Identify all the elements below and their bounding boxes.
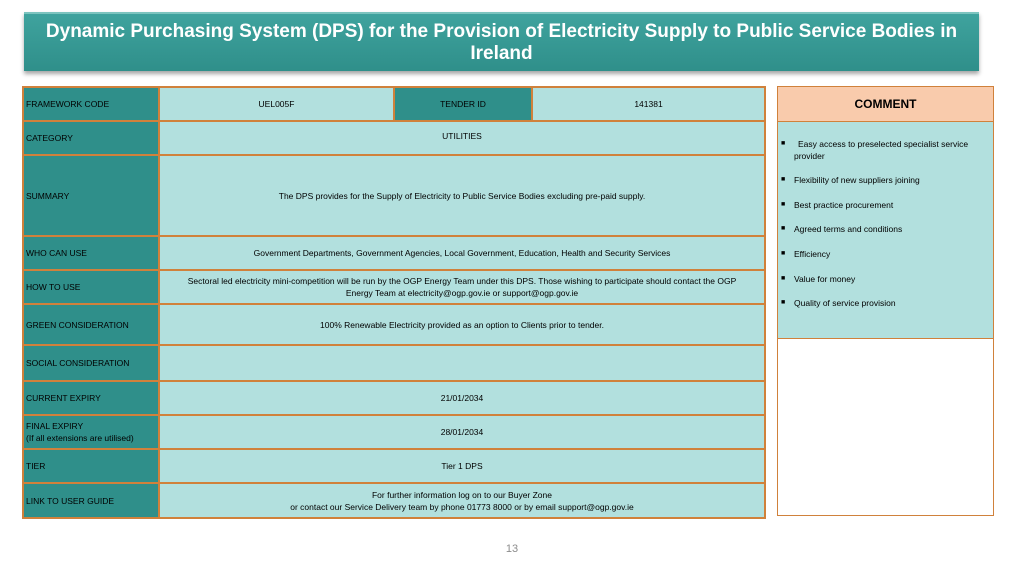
table-row-current-expiry bbox=[22, 380, 766, 416]
current-expiry-value: 21/01/2034 bbox=[158, 380, 766, 416]
how-to-use-value bbox=[158, 269, 766, 305]
user-guide-line-2: or contact our Service Delivery team by phone 01773 8000 or by email support@ogp.gov.ie bbox=[290, 501, 634, 512]
tier-label: TIER bbox=[22, 448, 160, 484]
comment-heading: COMMENT bbox=[777, 86, 994, 122]
comment-item-text: Agreed terms and conditions bbox=[794, 224, 903, 234]
page-title-text: Dynamic Purchasing System (DPS) for the Provision of Electricity Supply to Public Service Bodies in Ireland bbox=[45, 20, 958, 64]
bullet-icon: ■ bbox=[781, 250, 786, 257]
user-guide-label: LINK TO USER GUIDE bbox=[22, 482, 160, 519]
table-row-summary bbox=[22, 154, 766, 237]
tier-value: Tier 1 DPS bbox=[158, 448, 766, 484]
how-to-use-label: HOW TO USE bbox=[22, 269, 160, 305]
green-consideration-value: 100% Renewable Electricity provided as an option to Clients prior to tender. bbox=[158, 303, 766, 346]
social-consideration-label: SOCIAL CONSIDERATION bbox=[22, 344, 160, 382]
table-row-how-to-use bbox=[22, 269, 766, 305]
framework-code-value: UEL005F bbox=[158, 86, 395, 122]
bullet-icon: ■ bbox=[781, 201, 786, 208]
comment-list bbox=[777, 121, 994, 339]
final-expiry-label bbox=[22, 414, 160, 450]
summary-label: SUMMARY bbox=[22, 154, 160, 237]
final-expiry-label-line-1: FINAL EXPIRY bbox=[26, 421, 84, 431]
table-row-final-expiry bbox=[22, 414, 766, 450]
table-row-green bbox=[22, 303, 766, 346]
category-label: CATEGORY bbox=[22, 120, 160, 156]
comment-item-text: Best practice procurement bbox=[794, 200, 894, 210]
comment-item-text: Efficiency bbox=[794, 249, 831, 259]
table-row-framework bbox=[22, 86, 766, 122]
bullet-icon: ■ bbox=[781, 299, 786, 306]
table-row-category bbox=[22, 120, 766, 156]
comment-item-text: Flexibility of new suppliers joining bbox=[794, 175, 920, 185]
comment-blank-area bbox=[777, 338, 994, 516]
table-row-user-guide bbox=[22, 482, 766, 519]
who-can-use-value: Government Departments, Government Agencies, Local Government, Education, Health and Security Services bbox=[158, 235, 766, 271]
how-to-use-line-2: Energy Team at electricity@ogp.gov.ie or support@ogp.gov.ie bbox=[345, 288, 579, 298]
page-number: 13 bbox=[505, 543, 519, 555]
comment-item-text: Easy access to preselected specialist service provider bbox=[794, 139, 969, 161]
comment-item-text: Quality of service provision bbox=[794, 298, 896, 308]
page-title bbox=[24, 12, 979, 71]
how-to-use-line-1: Sectoral led electricity mini-competition will be run by the OGP Energy Team under this DPS. Those wishing to participate should contact the OGP bbox=[187, 276, 737, 286]
table-row-tier bbox=[22, 448, 766, 484]
green-consideration-label: GREEN CONSIDERATION bbox=[22, 303, 160, 346]
user-guide-line-1: For further information log on to our Buyer Zone bbox=[371, 489, 552, 500]
tender-id-value: 141381 bbox=[531, 86, 766, 122]
social-consideration-value bbox=[158, 344, 766, 382]
final-expiry-value: 28/01/2034 bbox=[158, 414, 766, 450]
framework-code-label: FRAMEWORK CODE bbox=[22, 86, 160, 122]
table-row-social bbox=[22, 344, 766, 382]
summary-value: The DPS provides for the Supply of Electricity to Public Service Bodies excluding pre-paid supply. bbox=[158, 154, 766, 237]
category-value: UTILITIES bbox=[158, 120, 766, 156]
bullet-icon: ■ bbox=[781, 225, 786, 232]
comment-item-text: Value for money bbox=[794, 274, 856, 284]
tender-id-label: TENDER ID bbox=[393, 86, 533, 122]
bullet-icon: ■ bbox=[781, 140, 786, 147]
current-expiry-label: CURRENT EXPIRY bbox=[22, 380, 160, 416]
bullet-icon: ■ bbox=[781, 275, 786, 282]
who-can-use-label: WHO CAN USE bbox=[22, 235, 160, 271]
table-row-who-can-use bbox=[22, 235, 766, 271]
final-expiry-label-line-2: (If all extensions are utilised) bbox=[26, 433, 134, 443]
user-guide-value[interactable] bbox=[158, 482, 766, 519]
bullet-icon: ■ bbox=[781, 176, 786, 183]
